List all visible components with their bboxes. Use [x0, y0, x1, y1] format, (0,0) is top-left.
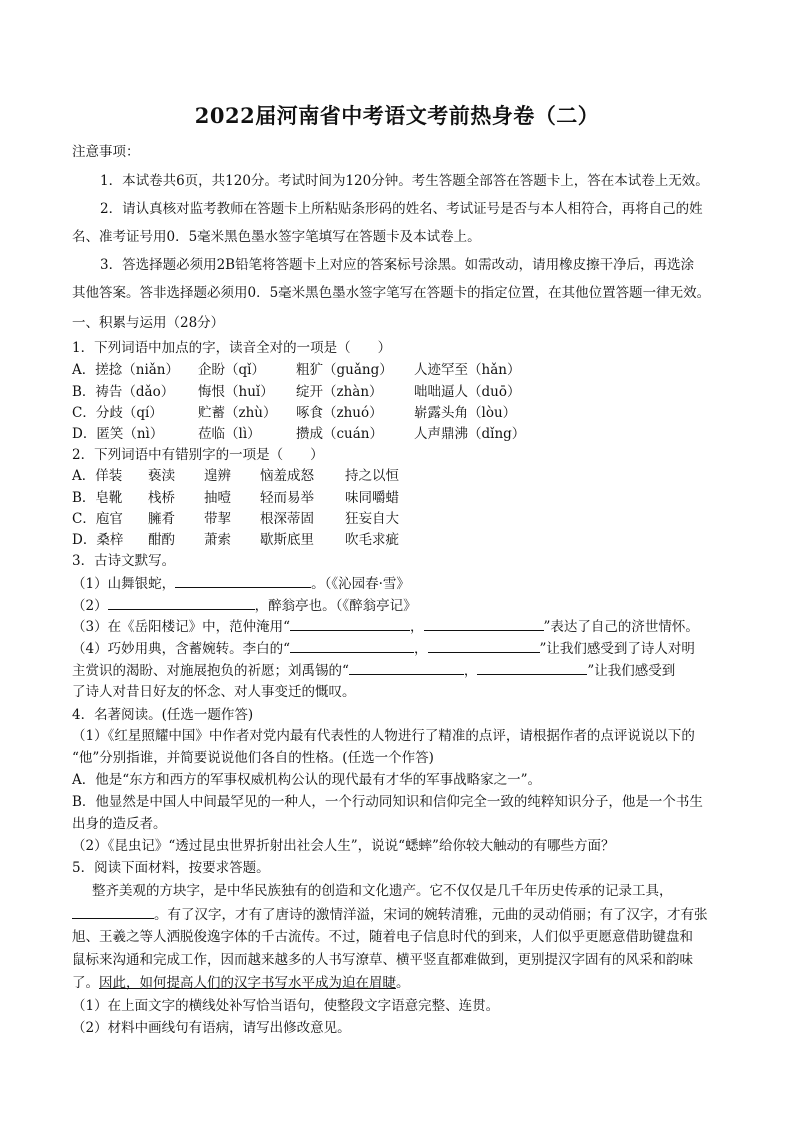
answer-blank[interactable] — [72, 905, 154, 919]
q4-line-4: B．他显然是中国人中间最罕见的一种人，一个行动同知识和信仰完全一致的纯粹知识分子，他是一个书生 — [72, 794, 703, 810]
notice-item-1: 1．本试卷共6页，共120分。考试时间为120分钟。考生答题全部答在答题卡上，答在本试卷上无效。 — [100, 173, 709, 189]
page-title: 2022届河南省中考语文考前热身卷（二） — [194, 103, 600, 128]
q1-option-text: 莅临（lì） — [198, 426, 261, 442]
q5-paragraph-line-4: 鼠标来沟通和完成工作，因而越来越多的人书写潦草、横平竖直都难做到，更别提汉字固有的风采和韵味 — [72, 952, 693, 968]
q2-option-text: 味同嚼蜡 — [345, 490, 399, 506]
q3-line-3 — [72, 617, 699, 636]
q1-option-text: A．搓捻（niǎn） — [72, 362, 180, 378]
q2-option-text: B．皂靴 — [72, 490, 123, 506]
answer-blank[interactable] — [349, 661, 464, 675]
q5-paragraph-line-3: 旭、王羲之等人洒脱俊逸字体的千古流传。不过，随着电子信息时代的到来，人们似乎更愿意借助键盘和 — [72, 929, 693, 945]
question-3-stem: 3．古诗文默写。 — [72, 553, 176, 569]
q2-option-text: 抽噎 — [204, 490, 231, 506]
answer-blank[interactable] — [175, 574, 311, 588]
q1-option-text: 攒成（cuán） — [296, 426, 383, 442]
q3-text: ”让我们感受到 — [587, 663, 676, 679]
q1-option-text: 企盼（qǐ） — [198, 362, 265, 378]
q2-option-text: 恼羞成怒 — [260, 468, 314, 484]
q2-option-text: 吹毛求疵 — [345, 532, 399, 548]
q3-text: ”让我们感受到了诗人对明 — [539, 641, 695, 657]
answer-blank[interactable] — [108, 596, 255, 610]
q1-option-text: D．匿笑（nì） — [72, 426, 164, 442]
q5-text: 。有了汉字，才有了唐诗的激情洋溢，宋词的婉转清雅，元曲的灵动俏丽；有了汉字，才有张 — [154, 907, 708, 923]
q1-option-text: 咄咄逼人（duō） — [414, 384, 521, 400]
answer-blank[interactable] — [290, 617, 410, 631]
q2-option-text: 歇斯底里 — [260, 532, 314, 548]
q3-text: 。（《沁园春·雪》 — [311, 576, 410, 592]
q1-option-text: 绽开（zhàn） — [296, 384, 383, 400]
q2-option-text: 亵渎 — [148, 468, 175, 484]
q3-text: ， — [414, 641, 428, 657]
q2-option-text: C．庖官 — [72, 511, 123, 527]
underlined-sentence: 因此，如何提高人们的汉字书写水平成为迫在眉睫 — [99, 975, 396, 991]
q2-option-text: 遑辨 — [204, 468, 231, 484]
q3-text: （4）巧妙用典，含蓄婉转。李白的“ — [72, 641, 290, 657]
notice-item-3b: 其他答案。答非选择题必须用0．5毫米黑色墨水签字笔写在答题卡的指定位置，在其他位置答题一律无效。 — [72, 285, 711, 301]
question-5-stem: 5．阅读下面材料，按要求答题。 — [72, 860, 270, 876]
q2-option-text: 轻而易举 — [260, 490, 314, 506]
q5-subquestion-1: （1）在上面文字的横线处补写恰当语句，使整段文字语意完整、连贯。 — [72, 998, 500, 1014]
answer-blank[interactable] — [428, 639, 540, 653]
q5-text: 。 — [396, 975, 410, 991]
q3-line-1 — [72, 574, 410, 593]
q2-option-text: 栈桥 — [148, 490, 175, 506]
q2-option-text: D．桑梓 — [72, 532, 124, 548]
question-2-stem: 2．下列词语中有错别字的一项是（ ） — [72, 447, 324, 463]
q2-option-text: 臃肴 — [148, 511, 175, 527]
q4-line-2: “他”分别指谁，并简要说说他们各自的性格。(任选一个作答) — [72, 750, 434, 766]
q4-line-3: A．他是“东方和西方的军事权威机构公认的现代最有才华的军事战略家之一”。 — [72, 772, 542, 788]
q3-text: （2） — [72, 598, 108, 614]
answer-blank[interactable] — [290, 639, 414, 653]
notice-item-2a: 2．请认真核对监考教师在答题卡上所粘贴条形码的姓名、考试证号是否与本人相符合，再将自己的姓 — [100, 201, 703, 217]
q5-subquestion-2: （2）材料中画线句有语病，请写出修改意见。 — [72, 1020, 351, 1036]
q3-text: ， — [463, 663, 478, 679]
q3-text: （1）山舞银蛇， — [72, 576, 176, 592]
q1-option-text: 啄食（zhuó） — [296, 405, 383, 421]
question-1-stem: 1．下列词语中加点的字，读音全对的一项是（ ） — [72, 340, 392, 356]
q4-line-1: （1）《红星照耀中国》中作者对党内最有代表性的人物进行了精准的点评，请根据作者的点评说说以下的 — [72, 728, 695, 744]
q1-option-text: B．祷告（dǎo） — [72, 384, 175, 400]
q3-line-6: 了诗人对昔日好友的怀念、对人事变迁的慨叹。 — [72, 684, 356, 700]
q5-paragraph-line-5 — [72, 974, 410, 992]
q2-option-text: 萧索 — [204, 532, 231, 548]
q1-option-text: 悔恨（huǐ） — [198, 384, 274, 400]
q1-option-text: C．分歧（qí） — [72, 405, 163, 421]
q1-option-text: 贮蓄（zhù） — [198, 405, 277, 421]
q4-line-6: （2）《昆虫记》“透过昆虫世界折射出社会人生”，说说“蟋蟀”给你较大触动的有哪些方面？ — [72, 838, 615, 854]
q5-paragraph-line-2 — [72, 905, 708, 924]
q3-line-4 — [72, 639, 695, 658]
answer-blank[interactable] — [477, 661, 587, 675]
q2-option-text: 根深蒂固 — [260, 511, 314, 527]
q3-text: ， — [410, 619, 424, 635]
q2-option-text: 狂妄自大 — [345, 511, 399, 527]
q1-option-text: 人声鼎沸（dǐng） — [414, 426, 526, 442]
q2-option-text: 带挈 — [204, 511, 231, 527]
q3-line-5 — [72, 661, 675, 680]
q1-option-text: 粗犷（guǎng） — [296, 362, 393, 378]
answer-blank[interactable] — [424, 617, 544, 631]
notice-item-3a: 3．答选择题必须用2B铅笔将答题卡上对应的答案标号涂黑。如需改动，请用橡皮擦干净后，再选涂 — [100, 257, 695, 273]
q1-option-text: 崭露头角（lòu） — [414, 405, 517, 421]
q2-option-text: A．佯装 — [72, 468, 123, 484]
q3-text: ，醉翁亭也。（《醉翁亭记》 — [254, 598, 417, 614]
q5-paragraph-line-1: 整齐美观的方块字，是中华民族独有的创造和文化遗产。它不仅仅是几千年历史传承的记录工具， — [92, 883, 673, 899]
q3-text: 主赏识的渴盼、对施展抱负的祈愿；刘禹锡的“ — [72, 663, 349, 679]
q4-line-5: 出身的造反者。 — [72, 816, 167, 832]
q2-option-text: 持之以恒 — [345, 468, 399, 484]
notice-heading: 注意事项： — [72, 144, 140, 160]
question-4-stem: 4．名著阅读。(任选一题作答) — [72, 707, 254, 723]
q3-text: ”表达了自己的济世情怀。 — [543, 619, 699, 635]
q3-line-2 — [72, 596, 417, 615]
q1-option-text: 人迹罕至（hǎn） — [414, 362, 521, 378]
section-heading: 一、积累与运用（28分） — [72, 315, 225, 331]
q2-option-text: 酣酌 — [148, 532, 175, 548]
notice-item-2b: 名、准考证号用0．5毫米黑色墨水签字笔填写在答题卡及本试卷上。 — [72, 229, 481, 245]
q5-text: 了。 — [72, 975, 99, 991]
q3-text: （3）在《岳阳楼记》中，范仲淹用“ — [72, 619, 290, 635]
